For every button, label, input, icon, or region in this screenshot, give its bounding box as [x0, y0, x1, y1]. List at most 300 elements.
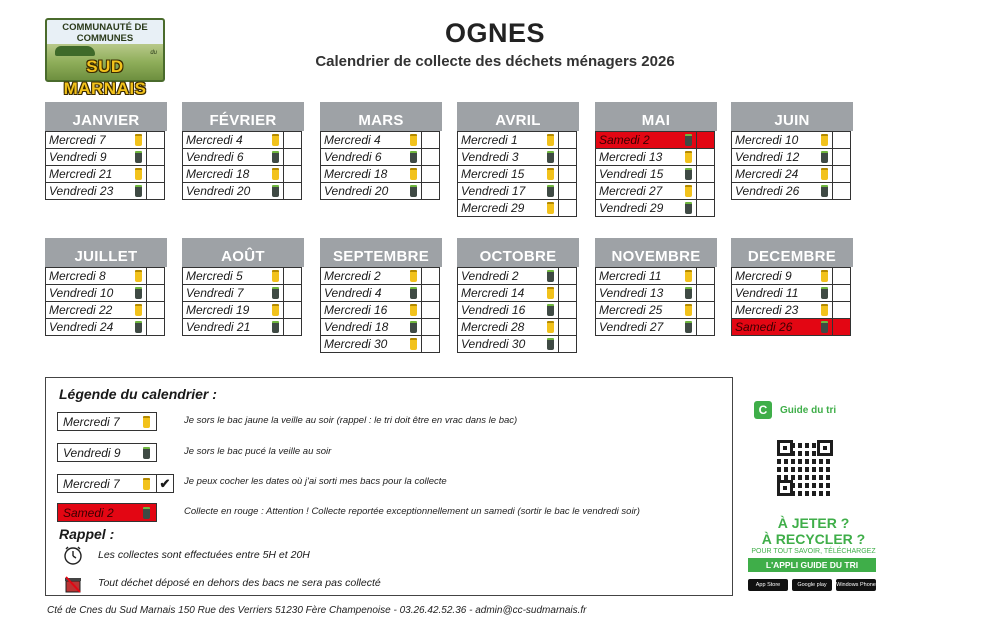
date-cell: [732, 183, 833, 200]
month-header: OCTOBRE: [457, 238, 579, 267]
date-row: [321, 302, 440, 319]
check-box[interactable]: [832, 149, 851, 166]
check-box[interactable]: [283, 285, 302, 302]
month-dates-table: [595, 131, 715, 217]
legend-sample-label: Vendredi 9: [63, 446, 121, 460]
date-cell: [596, 268, 697, 285]
legend-sample-check: [57, 474, 157, 493]
check-box[interactable]: [696, 319, 715, 336]
check-box[interactable]: [558, 149, 577, 166]
yellow-bin-icon: [143, 478, 150, 490]
date-label: Mercredi 15: [461, 167, 525, 181]
date-label: Mercredi 14: [461, 286, 525, 300]
green-bin-icon: [272, 185, 279, 197]
date-row: [596, 166, 715, 183]
yellow-bin-icon: [272, 134, 279, 146]
month-block: [320, 102, 442, 200]
legend-sample-label: Mercredi 7: [63, 415, 120, 429]
promo-banner: L'APPLI GUIDE DU TRI: [748, 558, 876, 572]
check-box[interactable]: [421, 319, 440, 336]
date-row: [46, 302, 165, 319]
date-row: [458, 183, 577, 200]
yellow-bin-icon: [821, 168, 828, 180]
date-row: [321, 149, 440, 166]
month-dates-table: [457, 267, 577, 353]
date-cell: [458, 268, 559, 285]
legend-sample-red: [57, 503, 157, 522]
date-row: [596, 268, 715, 285]
green-bin-icon: [135, 185, 142, 197]
date-label: Vendredi 23: [49, 184, 114, 198]
green-bin-icon: [410, 151, 417, 163]
date-cell: [46, 319, 147, 336]
date-row: [183, 319, 302, 336]
yellow-bin-icon: [685, 304, 692, 316]
date-cell: [458, 149, 559, 166]
date-label: Mercredi 11: [599, 269, 662, 283]
date-cell: [321, 319, 422, 336]
check-box[interactable]: [558, 166, 577, 183]
date-row: [458, 200, 577, 217]
date-label: Mercredi 1: [461, 133, 518, 147]
yellow-bin-icon: [135, 304, 142, 316]
date-row: [458, 319, 577, 336]
yellow-bin-icon: [821, 270, 828, 282]
date-row: [321, 268, 440, 285]
date-row: [732, 166, 851, 183]
date-cell: [46, 132, 147, 149]
legend-text: Collecte en rouge : Attention ! Collecte reportée exceptionnellement un samedi (sortir le bac le vendredi soir): [184, 506, 640, 517]
yellow-bin-icon: [410, 168, 417, 180]
yellow-bin-icon: [685, 151, 692, 163]
check-box[interactable]: [832, 166, 851, 183]
check-box[interactable]: [832, 285, 851, 302]
month-header: AOÛT: [182, 238, 304, 267]
date-label: Vendredi 13: [599, 286, 664, 300]
date-row: [458, 149, 577, 166]
date-label: Vendredi 2: [461, 269, 519, 283]
yellow-bin-icon: [410, 270, 417, 282]
yellow-bin-icon: [821, 134, 828, 146]
month-block: [182, 238, 304, 336]
legend-sample-label: Samedi 2: [63, 506, 114, 520]
check-box[interactable]: [696, 183, 715, 200]
check-box[interactable]: [283, 166, 302, 183]
date-row: [183, 183, 302, 200]
date-cell: [183, 149, 284, 166]
check-box[interactable]: [146, 149, 165, 166]
date-label: Vendredi 30: [461, 337, 526, 351]
date-row: [321, 319, 440, 336]
date-row: [183, 149, 302, 166]
yellow-bin-icon: [547, 168, 554, 180]
yellow-bin-icon: [143, 416, 150, 428]
guide-du-tri-icon: C: [754, 401, 772, 419]
check-box[interactable]: [146, 268, 165, 285]
date-row: [183, 285, 302, 302]
yellow-bin-icon: [135, 168, 142, 180]
date-row: [732, 302, 851, 319]
date-label: Vendredi 24: [49, 320, 114, 334]
check-box[interactable]: [558, 200, 577, 217]
green-bin-icon: [685, 134, 692, 146]
date-row: [596, 132, 715, 149]
date-label: Vendredi 29: [599, 201, 664, 215]
green-bin-icon: [547, 151, 554, 163]
page-subtitle: Calendrier de collecte des déchets ménagers 2026: [315, 53, 675, 70]
date-row: [732, 285, 851, 302]
check-box[interactable]: [421, 183, 440, 200]
date-cell: [321, 336, 422, 353]
date-label: Vendredi 6: [324, 150, 382, 164]
yellow-bin-icon: [272, 168, 279, 180]
check-box[interactable]: [283, 319, 302, 336]
date-label: Vendredi 17: [461, 184, 526, 198]
month-block: [595, 238, 717, 336]
date-row: [46, 149, 165, 166]
yellow-bin-icon: [410, 304, 417, 316]
date-cell: [321, 302, 422, 319]
month-block: [182, 102, 304, 200]
green-bin-icon: [143, 447, 150, 459]
yellow-bin-icon: [135, 270, 142, 282]
date-label: Vendredi 3: [461, 150, 519, 164]
yellow-bin-icon: [685, 185, 692, 197]
date-row: [596, 200, 715, 217]
check-box[interactable]: [283, 268, 302, 285]
date-cell: [183, 302, 284, 319]
date-label: Vendredi 9: [49, 150, 107, 164]
check-box[interactable]: [421, 302, 440, 319]
date-cell: [183, 285, 284, 302]
check-box[interactable]: [421, 268, 440, 285]
date-cell: [183, 132, 284, 149]
date-cell: [183, 268, 284, 285]
qr-code[interactable]: [777, 440, 833, 496]
guide-du-tri-badge[interactable]: [754, 401, 836, 419]
date-row: [596, 319, 715, 336]
green-bin-icon: [135, 321, 142, 333]
check-box[interactable]: [696, 132, 715, 149]
date-label: Mercredi 5: [186, 269, 243, 283]
check-box[interactable]: [832, 132, 851, 149]
page-title: OGNES: [444, 18, 546, 48]
date-cell: [596, 166, 697, 183]
date-label: Mercredi 27: [599, 184, 663, 198]
date-cell: [183, 319, 284, 336]
month-block: [320, 238, 442, 353]
check-box[interactable]: [696, 149, 715, 166]
date-row: [46, 268, 165, 285]
check-box[interactable]: [146, 319, 165, 336]
date-row: [321, 132, 440, 149]
green-bin-icon: [685, 287, 692, 299]
check-box[interactable]: [558, 302, 577, 319]
date-label: Vendredi 20: [324, 184, 389, 198]
app-store-badge[interactable]: App Store: [748, 579, 788, 591]
date-label: Mercredi 4: [186, 133, 243, 147]
date-label: Mercredi 24: [735, 167, 799, 181]
green-bin-icon: [821, 287, 828, 299]
date-row: [183, 302, 302, 319]
legend-text: Je sors le bac pucé la veille au soir: [184, 446, 332, 457]
rappel-title: Rappel :: [59, 526, 115, 542]
date-row: [183, 268, 302, 285]
date-cell: [596, 302, 697, 319]
date-cell: [458, 166, 559, 183]
month-dates-table: [182, 267, 302, 336]
yellow-bin-icon: [547, 321, 554, 333]
date-cell: [458, 302, 559, 319]
check-box[interactable]: [421, 149, 440, 166]
date-label: Vendredi 4: [324, 286, 382, 300]
date-row: [732, 319, 851, 336]
green-bin-icon: [135, 151, 142, 163]
promo-subline: POUR TOUT SAVOIR, TÉLÉCHARGEZ: [751, 548, 876, 555]
date-row: [321, 285, 440, 302]
guide-du-tri-label: Guide du tri: [780, 404, 837, 416]
date-row: [732, 149, 851, 166]
check-box[interactable]: [558, 268, 577, 285]
date-row: [46, 319, 165, 336]
date-row: [46, 285, 165, 302]
date-cell: [732, 285, 833, 302]
month-header: JUILLET: [45, 238, 167, 267]
date-row: [732, 183, 851, 200]
check-box[interactable]: [558, 319, 577, 336]
yellow-bin-icon: [135, 134, 142, 146]
month-dates-table: [731, 131, 851, 200]
green-bin-icon: [272, 151, 279, 163]
legend-sample-label: Mercredi 7: [63, 477, 120, 491]
check-box[interactable]: [283, 183, 302, 200]
check-box[interactable]: [558, 336, 577, 353]
date-label: Samedi 26: [735, 320, 793, 334]
green-bin-icon: [410, 185, 417, 197]
date-row: [596, 149, 715, 166]
date-cell: [596, 200, 697, 217]
check-box[interactable]: [146, 285, 165, 302]
date-row: [458, 285, 577, 302]
date-cell: [183, 183, 284, 200]
rappel-text: Les collectes sont effectuées entre 5H et 20H: [98, 549, 310, 561]
month-header: MARS: [320, 102, 442, 131]
yellow-bin-icon: [410, 338, 417, 350]
check-box[interactable]: [283, 132, 302, 149]
date-row: [321, 166, 440, 183]
month-dates-table: [731, 267, 851, 336]
date-label: Vendredi 10: [49, 286, 114, 300]
month-block: [731, 238, 853, 336]
date-cell: [46, 183, 147, 200]
date-cell: [732, 302, 833, 319]
date-label: Mercredi 18: [186, 167, 250, 181]
date-row: [46, 183, 165, 200]
check-box[interactable]: [696, 285, 715, 302]
green-bin-icon: [685, 202, 692, 214]
check-box[interactable]: [696, 166, 715, 183]
qr-finder: [777, 440, 793, 456]
check-box[interactable]: [146, 302, 165, 319]
date-label: Mercredi 25: [599, 303, 663, 317]
date-cell: [321, 166, 422, 183]
check-box[interactable]: [421, 166, 440, 183]
date-cell: [458, 132, 559, 149]
no-dumping-icon: [63, 574, 83, 594]
check-box[interactable]: [421, 336, 440, 353]
date-cell: [458, 183, 559, 200]
check-box[interactable]: [696, 302, 715, 319]
check-box[interactable]: [146, 183, 165, 200]
date-row: [458, 132, 577, 149]
legend-title: Légende du calendrier :: [59, 386, 217, 402]
check-box[interactable]: [696, 268, 715, 285]
green-bin-icon: [547, 338, 554, 350]
check-box[interactable]: [421, 132, 440, 149]
date-row: [183, 166, 302, 183]
date-label: Vendredi 18: [324, 320, 389, 334]
yellow-bin-icon: [410, 134, 417, 146]
date-label: Mercredi 13: [599, 150, 663, 164]
month-block: [45, 102, 167, 200]
date-cell: [458, 336, 559, 353]
check-box[interactable]: [558, 285, 577, 302]
date-row: [458, 302, 577, 319]
date-label: Mercredi 29: [461, 201, 525, 215]
green-bin-icon: [272, 321, 279, 333]
date-cell: [321, 268, 422, 285]
check-box[interactable]: [283, 302, 302, 319]
check-box[interactable]: [832, 183, 851, 200]
date-label: Vendredi 26: [735, 184, 800, 198]
month-dates-table: [320, 131, 440, 200]
date-label: Vendredi 20: [186, 184, 251, 198]
yellow-bin-icon: [547, 287, 554, 299]
month-header: JANVIER: [45, 102, 167, 131]
green-bin-icon: [135, 287, 142, 299]
date-cell: [183, 166, 284, 183]
check-box[interactable]: [421, 285, 440, 302]
legend-text: Je peux cocher les dates où j'ai sorti mes bacs pour la collecte: [184, 476, 447, 487]
check-box[interactable]: [558, 183, 577, 200]
green-bin-icon: [410, 321, 417, 333]
date-label: Mercredi 4: [324, 133, 381, 147]
check-icon[interactable]: ✔: [156, 474, 174, 493]
date-cell: [596, 183, 697, 200]
date-label: Vendredi 27: [599, 320, 664, 334]
month-header: FÉVRIER: [182, 102, 304, 131]
date-label: Vendredi 16: [461, 303, 526, 317]
date-cell: [732, 132, 833, 149]
date-label: Mercredi 21: [49, 167, 113, 181]
date-cell: [321, 132, 422, 149]
green-bin-icon: [272, 287, 279, 299]
date-cell: [732, 319, 833, 336]
google-play-badge[interactable]: Google play: [792, 579, 832, 591]
logo-line-1: COMMUNAUTÉ DE: [62, 22, 148, 33]
legend-sample-yellow: [57, 412, 157, 431]
date-row: [732, 132, 851, 149]
date-cell: [732, 268, 833, 285]
green-bin-icon: [821, 151, 828, 163]
yellow-bin-icon: [821, 304, 828, 316]
check-box[interactable]: [146, 166, 165, 183]
date-label: Mercredi 18: [324, 167, 388, 181]
logo-line-4: SUD MARNAIS: [63, 57, 147, 98]
legend-box: [45, 377, 733, 596]
date-row: [458, 166, 577, 183]
date-cell: [732, 166, 833, 183]
date-label: Mercredi 2: [324, 269, 381, 283]
month-header: AVRIL: [457, 102, 579, 131]
yellow-bin-icon: [272, 304, 279, 316]
green-bin-icon: [821, 321, 828, 333]
check-box[interactable]: [283, 149, 302, 166]
month-header: SEPTEMBRE: [320, 238, 442, 267]
month-dates-table: [457, 131, 577, 217]
check-box[interactable]: [832, 319, 851, 336]
month-header: MAI: [595, 102, 717, 131]
month-block: [731, 102, 853, 200]
date-cell: [46, 268, 147, 285]
date-label: Vendredi 11: [735, 286, 799, 300]
date-row: [596, 285, 715, 302]
month-header: NOVEMBRE: [595, 238, 717, 267]
date-label: Mercredi 7: [49, 133, 106, 147]
check-box[interactable]: [696, 200, 715, 217]
month-block: [595, 102, 717, 217]
qr-finder: [777, 480, 793, 496]
date-label: Mercredi 28: [461, 320, 525, 334]
promo-headline-1: À JETER ?: [777, 515, 850, 531]
date-label: Mercredi 9: [735, 269, 792, 283]
date-cell: [596, 319, 697, 336]
check-box[interactable]: [558, 132, 577, 149]
windows-phone-badge[interactable]: Windows Phone: [836, 579, 876, 591]
date-cell: [458, 319, 559, 336]
check-box[interactable]: [146, 132, 165, 149]
date-label: Vendredi 7: [186, 286, 244, 300]
date-label: Mercredi 30: [324, 337, 388, 351]
yellow-bin-icon: [547, 202, 554, 214]
green-bin-icon: [547, 270, 554, 282]
date-row: [183, 132, 302, 149]
date-label: Mercredi 8: [49, 269, 106, 283]
month-header: DECEMBRE: [731, 238, 853, 267]
promo-headline-2: À RECYCLER ?: [761, 531, 866, 547]
green-bin-icon: [685, 168, 692, 180]
date-label: Vendredi 15: [599, 167, 664, 181]
date-label: Vendredi 21: [186, 320, 251, 334]
month-block: [457, 238, 579, 353]
clock-icon: [63, 545, 83, 565]
check-box[interactable]: [832, 268, 851, 285]
green-bin-icon: [821, 185, 828, 197]
green-bin-icon: [410, 287, 417, 299]
date-cell: [458, 200, 559, 217]
month-dates-table: [595, 267, 715, 336]
date-label: Samedi 2: [599, 133, 650, 147]
date-cell: [321, 149, 422, 166]
date-cell: [321, 285, 422, 302]
month-header: JUIN: [731, 102, 853, 131]
legend-sample-green: [57, 443, 157, 462]
date-label: Vendredi 12: [735, 150, 800, 164]
promo-headline: [746, 515, 881, 547]
check-box[interactable]: [832, 302, 851, 319]
green-bin-icon: [685, 321, 692, 333]
qr-finder: [817, 440, 833, 456]
